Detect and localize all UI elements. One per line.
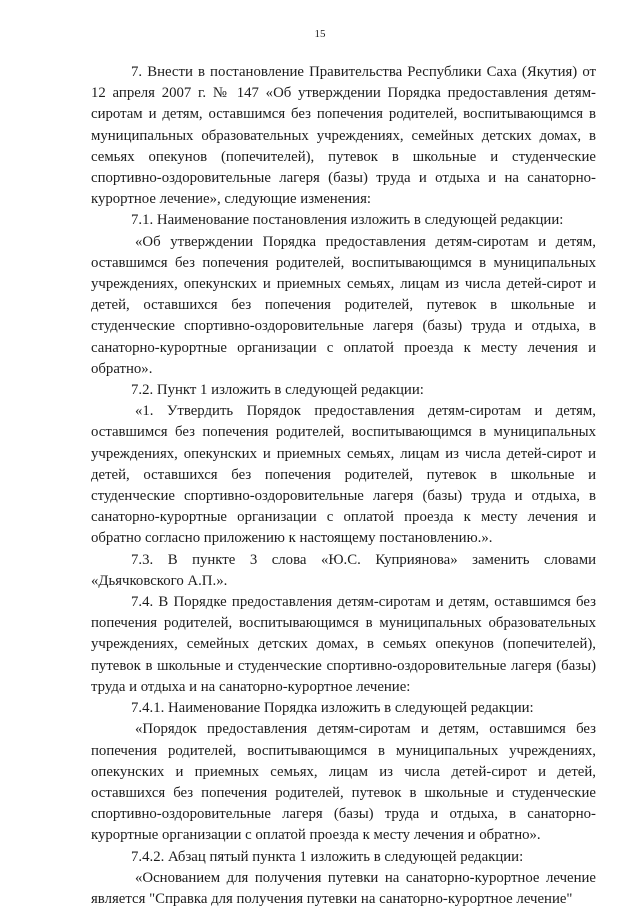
paragraph-7-2: 7.2. Пункт 1 изложить в следующей редакции:: [131, 382, 424, 399]
paragraph-7-1-quote: «Об утверждении Порядка предоставления детям-сиротам и детям, оставшимся без попечения родителей, воспитывающимся в муниципальных учреждениях, опекунских и приемных семьях, лицам из числа детей-сирот и детей, оставшихся без попечения родителей, путевок в школьные и студенческие спортивно-оздоровительные лагеря (базы) труда и отдыха, в санаторно-курортные организации с оплатой проезда к месту лечения и обратно».: [91, 233, 596, 377]
paragraph-7-4-1: 7.4.1. Наименование Порядка изложить в следующей редакции:: [131, 700, 534, 717]
paragraph-7-4-1-quote: «Порядок предоставления детям-сиротам и детям, оставшимся без попечения родителей, воспитывающимся в муниципальных учреждениях, опекунских и приемных семьях, лицам из числа детей-сирот и детей, оставшихся без попечения родителей, путевок в школьные и студенческие спортивно-оздоровительные лагеря (базы) труда и отдыха, в санаторно-курортные организации с оплатой проезда к месту лечения и обратно».: [91, 721, 596, 844]
document-body: [91, 62, 596, 910]
page-number: 15: [314, 28, 326, 40]
paragraph-7-2-quote: «1. Утвердить Порядок предоставления детям-сиротам и детям, оставшимся без попечения родителей, воспитывающимся в муниципальных учреждениях, опекунских и приемных семьях, лицам из числа детей-сирот и детей, оставшихся без попечения родителей, путевок в школьные и студенческие спортивно-оздоровительные лагеря (базы) труда и отдыха, в санаторно-курортные организации с оплатой проезда к месту лечения и обратно согласно приложению к настоящему постановлению.».: [91, 403, 596, 547]
paragraph-7-4: 7.4. В Порядке предоставления детям-сиротам и детям, оставшимся без попечения родителей, воспитывающимся в муниципальных образовательных учреждениях, семейных детских домах, в семьях опекунов (попечителей), путевок в школьные и студенческие спортивно-оздоровительные лагеря (базы) труда и отдыха и на санаторно-курортное лечение:: [91, 594, 596, 695]
paragraph-7: 7. Внести в постановление Правительства Республики Саха (Якутия) от 12 апреля 2007 г. № 147 «Об утверждении Порядка предоставления детям-сиротам и детям, оставшимся без попечения родителей, воспитывающимся в муниципальных образовательных учреждениях, семейных детских домах, в семьях опекунов (попечителей), путевок в школьные и студенческие спортивно-оздоровительные лагеря (базы) труда и отдыха и на санаторно-курортное лечение», следующие изменения:: [91, 64, 596, 208]
paragraph-7-1: 7.1. Наименование постановления изложить в следующей редакции:: [131, 212, 564, 229]
paragraph-7-4-2: 7.4.2. Абзац пятый пункта 1 изложить в следующей редакции:: [131, 848, 524, 865]
paragraph-7-4-2-quote: «Основанием для получения путевки на санаторно-курортное лечение является "Справка для получения путевки на санаторно-курортное лечение": [91, 869, 596, 907]
paragraph-7-3: 7.3. В пункте 3 слова «Ю.С. Куприянова» заменить словами «Дьячковского А.П.».: [91, 551, 596, 589]
